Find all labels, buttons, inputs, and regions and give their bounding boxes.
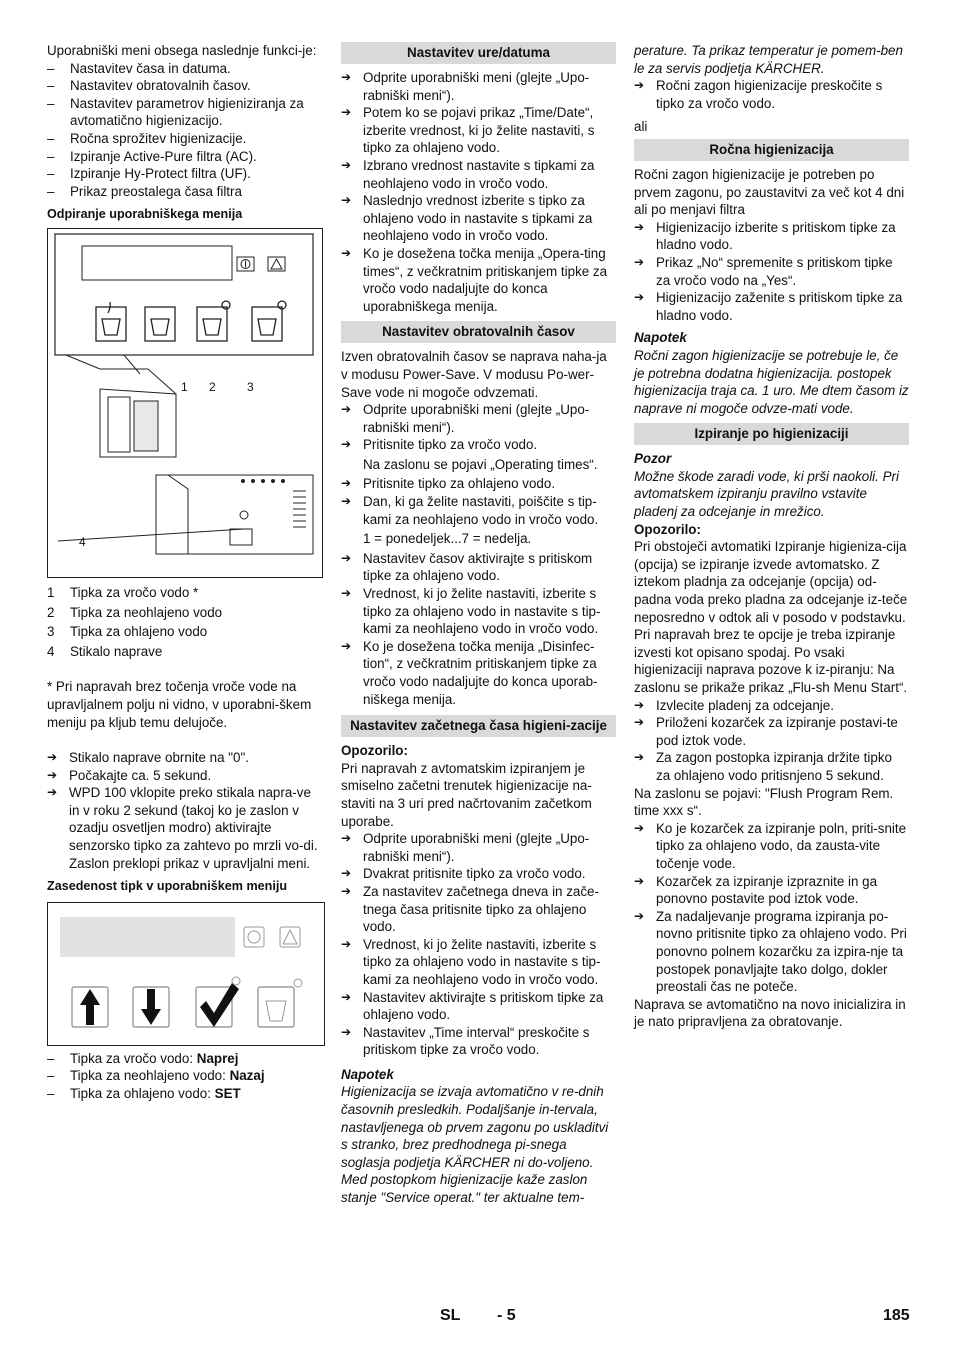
or-text: ali — [634, 119, 648, 135]
note-text-1: Higienizacija se izvaja avtomatično v re-dnih časovnih presledkih. Podaljšanje in-tervala, nastavljenega ob prvem zagonu po uskladitvi s stranko, brez predhodnega pi-snega soglasja podjetja KÄRCHER ni do-voljeno. — [341, 1084, 609, 1170]
legend-item — [47, 584, 323, 602]
arrow-right-icon: ➔ — [341, 193, 352, 208]
step-text: Pritisnite tipko za vročo vodo. — [363, 437, 538, 453]
step-text: Za nadaljevanje programa izpiranja po-novno pritisnite tipko za ohlajeno vodo. Pri ponovno polnem kozarčku za izpira-nje ta postopek ponavljajte tako dolgo, dokler preostali čas ne poteče. — [656, 908, 907, 995]
arrow-right-icon: ➔ — [634, 697, 645, 712]
legend-number: 1 — [47, 584, 55, 600]
step-item — [341, 585, 616, 638]
key-function: SET — [214, 1086, 241, 1102]
step-text: Pritisnite tipko za ohlajeno vodo. — [363, 476, 556, 492]
step-item — [634, 289, 909, 324]
step-item — [341, 69, 616, 104]
disinfection-start-steps — [341, 830, 616, 1059]
arrow-right-icon: ➔ — [341, 866, 352, 881]
step-text: Nastavitev časov aktivirajte s pritiskom tipke za ohlajeno vodo. — [363, 550, 593, 584]
step-text: Vrednost, ki jo želite nastaviti, izberite s tipko za ohlajeno vodo in nastavite s tip-kami za neohlajeno vodo in vročo vodo. — [363, 586, 601, 637]
arrow-right-icon: ➔ — [341, 245, 352, 260]
step-text: Higienizacijo izberite s pritiskom tipke za hladno vodo. — [656, 219, 896, 253]
key-name: Tipka za ohlajeno vodo: — [70, 1086, 215, 1102]
warning-label: Opozorilo: — [341, 743, 408, 759]
arrow-right-icon: ➔ — [634, 715, 645, 730]
arrow-right-icon: ➔ — [634, 873, 645, 888]
arrow-right-icon: ➔ — [47, 767, 58, 782]
step-text: Ko je dosežena točka menija „Disinfec-tion“, z večkratnim pritiskanjem tipke za vročo vodo nadaljujte do konca uporab-niškega menija. — [363, 638, 598, 707]
arrow-right-icon: ➔ — [341, 586, 352, 601]
key-function: Naprej — [196, 1050, 239, 1066]
figure-callout-3: 3 — [247, 379, 254, 394]
arrow-right-icon: ➔ — [47, 785, 58, 800]
step-text: Dvakrat pritisnite tipko za vročo vodo. — [363, 866, 586, 882]
control-panel-figure — [47, 228, 323, 578]
flush-display-text: Na zaslonu se pojavi: "Flush Program Rem. time xxx s“. — [634, 785, 894, 819]
operating-times-steps-c — [341, 550, 616, 708]
arrow-right-icon: ➔ — [341, 437, 352, 452]
step-text: Ročni zagon higienizacije preskočite s tipko za vročo vodo. — [656, 78, 883, 111]
arrow-right-icon: ➔ — [634, 290, 645, 305]
arrow-right-icon: ➔ — [634, 820, 645, 835]
arrow-right-icon: ➔ — [341, 402, 352, 417]
operating-times-text: Izven obratovalnih časov se naprava naha-ja v modusu Power-Save. V modusu Po-wer-Save vode ni mogoče odvzemati. — [341, 349, 607, 400]
list-item: – Nastavitev obratovalnih časov. — [47, 77, 323, 95]
key-assignment-item — [47, 1085, 323, 1103]
arrow-right-icon: ➔ — [341, 550, 352, 565]
step-text: Dan, ki ga želite nastaviti, poiščite s tip-kami za neohlajeno vodo in vročo vodo. — [363, 494, 599, 527]
section-heading-disinfection-start: Nastavitev začetnega časa higieni-zacije — [341, 715, 616, 737]
key-assignment-list — [47, 1050, 323, 1103]
step-item — [47, 749, 323, 767]
section-heading-time-date: Nastavitev ure/datuma — [341, 42, 616, 64]
step-text: Nastavitev aktivirajte s pritiskom tipke za ohlajeno vodo. — [363, 989, 604, 1023]
keys-heading: Zasedenost tipk v uporabniškem meniju — [47, 879, 288, 894]
arrow-right-icon: ➔ — [341, 989, 352, 1004]
arrow-right-icon: ➔ — [341, 831, 352, 846]
arrow-right-icon: ➔ — [341, 883, 352, 898]
legend-number: 3 — [47, 624, 55, 640]
step-item — [341, 192, 616, 245]
column-3 — [634, 42, 909, 1031]
list-item: – Izpiranje Hy-Protect filtra (UF). — [47, 165, 323, 183]
note-continuation: perature. Ta prikaz temperatur je pomem-ben le za servis podjetja KÄRCHER. — [634, 43, 903, 76]
step-text: Ko je kozarček za izpiranje poln, priti-snite tipko za ohlajeno vodo, da zausta-vite točenje vode. — [656, 820, 907, 871]
open-menu-heading: Odpiranje uporabniškega menija — [47, 207, 243, 222]
arrow-right-icon: ➔ — [341, 494, 352, 509]
weekday-note: 1 = ponedeljek...7 = nedelja. — [363, 531, 532, 547]
step-item — [341, 436, 616, 454]
function-list — [47, 60, 323, 201]
note-label-3: Napotek — [634, 330, 687, 346]
device-illustration — [48, 229, 322, 577]
arrow-right-icon: ➔ — [634, 219, 645, 234]
page-number: 185 — [883, 1307, 910, 1324]
flushing-steps-a — [634, 697, 909, 785]
step-text: Nastavitev „Time interval“ preskočite s pritiskom tipke za vročo vodo. — [363, 1024, 590, 1058]
step-text: Prikaz „No“ spremenite s pritiskom tipke za vročo vodo na „Yes“. — [656, 254, 893, 288]
legend-item — [47, 623, 323, 641]
language-code: SL — [440, 1307, 461, 1324]
warning-label-3: Opozorilo: — [634, 521, 701, 537]
step-text: Izvlecite pladenj za odcejanje. — [656, 697, 834, 713]
step-item — [341, 1024, 616, 1059]
arrow-right-icon: ➔ — [634, 750, 645, 765]
key-name: Tipka za neohlajeno vodo: — [70, 1068, 230, 1084]
legend-item — [47, 604, 323, 622]
arrow-right-icon: ➔ — [634, 908, 645, 923]
step-item — [341, 401, 616, 436]
step-text: WPD 100 vklopite preko stikala napra-ve in v roku 2 sekund (takoj ko je zaslon v ozadju osvetljen modro) aktivirajte senzorsko tipko za zahtevo po mrzli vo-di. Zaslon preklopi prikaz v upravljalni meni. — [69, 785, 318, 871]
step-item — [341, 865, 616, 883]
legend-text: Tipka za ohlajeno vodo — [70, 624, 208, 640]
step-item — [634, 697, 909, 715]
arrow-right-icon: ➔ — [341, 638, 352, 653]
open-menu-steps — [47, 749, 323, 872]
step-item — [634, 908, 909, 996]
step-item — [341, 883, 616, 936]
figure-callout-4: 4 — [79, 534, 86, 549]
arrow-right-icon: ➔ — [634, 254, 645, 269]
step-item — [634, 219, 909, 254]
operating-times-steps-a — [341, 401, 616, 454]
step-item — [341, 493, 616, 528]
step-text: Počakajte ca. 5 sekund. — [69, 767, 212, 783]
step-item — [341, 989, 616, 1024]
key-assignment-item — [47, 1067, 323, 1085]
arrow-right-icon: ➔ — [634, 78, 645, 93]
step-text: Potem ko se pojavi prikaz „Time/Date“, izberite vrednost, ki jo želite nastaviti, s tipko za ohlajeno vodo. — [363, 105, 595, 156]
step-item — [341, 157, 616, 192]
section-heading-manual-disinfection: Ročna higienizacija — [634, 139, 909, 161]
column-2 — [341, 42, 616, 1207]
step-text: Odprite uporabniški meni (glejte „Upo-rabniški meni“). — [363, 831, 590, 864]
section-heading-operating-times: Nastavitev obratovalnih časov — [341, 321, 616, 343]
skip-step — [634, 77, 909, 112]
arrow-right-icon: ➔ — [341, 157, 352, 172]
operating-times-display-note: Na zaslonu se pojavi „Operating times“. — [363, 456, 598, 472]
key-assignment-figure — [47, 902, 325, 1046]
list-item: – Ročna sprožitev higienizacije. — [47, 130, 323, 148]
note-label: Napotek — [341, 1066, 394, 1082]
legend-item — [47, 643, 323, 661]
section-heading-flushing: Izpiranje po higienizaciji — [634, 423, 909, 445]
time-date-steps — [341, 69, 616, 315]
operating-times-steps-b — [341, 475, 616, 528]
arrow-right-icon: ➔ — [341, 105, 352, 120]
figure-callout-2: 2 — [209, 379, 216, 394]
step-item — [47, 767, 323, 785]
step-item — [341, 638, 616, 708]
flushing-steps-b — [634, 820, 909, 996]
step-text: Kozarček za izpiranje izpraznite in ga ponovno postavite pod iztok vode. — [656, 873, 878, 907]
step-text: Odprite uporabniški meni (glejte „Upo-rabniški meni“). — [363, 402, 590, 435]
step-text: Za zagon postopka izpiranja držite tipko za ohlajeno vodo pritisnjeno 5 sekund. — [656, 750, 892, 783]
intro-text: Uporabniški meni obsega naslednje funkci-je: — [47, 43, 317, 58]
step-text: Izbrano vrednost nastavite s tipkami za neohlajeno vodo in vročo vodo. — [363, 157, 595, 191]
step-item — [341, 475, 616, 493]
step-item — [634, 714, 909, 749]
reinitialize-text: Naprava se avtomatično na novo inicializira in je nato pripravljena za obratovanje. — [634, 996, 906, 1030]
step-item — [47, 784, 323, 872]
caution-text: Možne škode zaradi vode, ki prši naokoli. Pri avtomatskem izpiranju pravilno vstavite pladenj za odcejanje in mrežico. — [634, 468, 899, 520]
flushing-warning-text: Pri obstoječi avtomatiki Izpiranje higieniza-cija (opcija) se izpiranje izvede avtomatsko. Z iztekom pladnja za odcejanje (opcija) od-padna voda preko pladna za odcejanje iz-teče neposredno v odtok ali v posodo v podstavku. Pri napravah brez te opcije je treba izpiranje izvesti kot opisano spodaj. Po vsaki higienizaciji naprava pozove k iz-piranju: Na zaslonu se prikaže prikaz „Flu-sh Menu Start“. — [634, 539, 908, 695]
step-item — [341, 830, 616, 865]
step-item — [634, 254, 909, 289]
arrow-right-icon: ➔ — [341, 936, 352, 951]
list-item: – Izpiranje Active-Pure filtra (AC). — [47, 148, 323, 166]
step-text: Odprite uporabniški meni (glejte „Upo-rabniški meni“). — [363, 70, 590, 103]
list-item: – Nastavitev parametrov higieniziranja za avtomatično higienizacijo. — [47, 95, 323, 130]
step-item — [634, 873, 909, 908]
step-text: Ko je dosežena točka menija „Opera-ting times“, z večkratnim pritiskanjem tipke za vročo vodo nadaljujte do konca uporabniškega menija. — [363, 245, 608, 314]
manual-disinfection-text: Ročni zagon higienizacije je potreben po prvem zagonu, po zaustavitvi za več kot 4 dni ali po menjavi filtra — [634, 166, 905, 218]
key-assignment-item — [47, 1050, 323, 1068]
manual-disinfection-note: Ročni zagon higienizacije se potrebuje le, če je potrebna dodatna higienizacija. postopek higienizacija traja ca. 1 uro. Me dtem časom iz naprave ni mogoče odvze-mati vode. — [634, 347, 909, 416]
figure-callout-1: 1 — [181, 379, 188, 394]
list-item: – Prikaz preostalega časa filtra — [47, 183, 323, 201]
arrow-right-icon: ➔ — [341, 70, 352, 84]
step-item — [634, 77, 909, 112]
footnote: * Pri napravah brez točenja vroče vode na upravljalnem polju ni vidno, v uporabni-škem meniju pa kljub temu delujoče. — [47, 679, 312, 730]
step-text: Za nastavitev začetnega dneva in zače-tnega časa pritisnite tipko za ohlajeno vodo. — [363, 883, 599, 935]
arrow-right-icon: ➔ — [47, 750, 58, 765]
step-text: Vrednost, ki jo želite nastaviti, izberite s tipko za ohlajeno vodo in nastavite s tip-kami za neohlajeno vodo in vročo vodo. — [363, 936, 601, 987]
keys-illustration — [48, 903, 324, 1045]
note-text-2: Med postopkom higienizacije kaže zaslon stanje "Service operat." ter aktualne tem- — [341, 1172, 588, 1206]
legend-number: 2 — [47, 604, 55, 620]
step-item — [341, 936, 616, 989]
key-name: Tipka za vročo vodo: — [70, 1050, 197, 1066]
step-text: Priloženi kozarček za izpiranje postavi-te pod iztok vode. — [656, 715, 898, 748]
column-1 — [47, 42, 323, 1103]
warning-text: Pri napravah z avtomatskim izpiranjem je smiselno začetni trenutek higienizacije na-staviti na 3 uri pred načrtovanim začetkom uporabe. — [341, 760, 592, 829]
local-page-number: - 5 — [497, 1307, 516, 1324]
arrow-right-icon: ➔ — [341, 476, 352, 491]
legend-text: Tipka za neohlajeno vodo — [70, 604, 223, 620]
figure-legend — [47, 584, 323, 660]
step-item — [341, 550, 616, 585]
list-item: – Nastavitev časa in datuma. — [47, 60, 323, 78]
step-item — [341, 245, 616, 315]
step-text: Higienizacijo zaženite s pritiskom tipke za hladno vodo. — [656, 290, 903, 323]
manual-disinfection-steps — [634, 219, 909, 325]
legend-text: Tipka za vročo vodo * — [70, 584, 199, 600]
arrow-right-icon: ➔ — [341, 1024, 352, 1039]
caution-label: Pozor — [634, 451, 672, 467]
step-item — [634, 820, 909, 873]
step-text: Stikalo naprave obrnite na "0". — [69, 750, 249, 766]
step-text: Naslednjo vrednost izberite s tipko za ohlajeno vodo in nastavite s tipkami za neohlajeno vodo in vročo vodo. — [363, 193, 593, 244]
step-item — [341, 104, 616, 157]
legend-number: 4 — [47, 643, 55, 659]
key-function: Nazaj — [229, 1068, 265, 1084]
step-item — [634, 749, 909, 784]
legend-text: Stikalo naprave — [70, 643, 163, 659]
